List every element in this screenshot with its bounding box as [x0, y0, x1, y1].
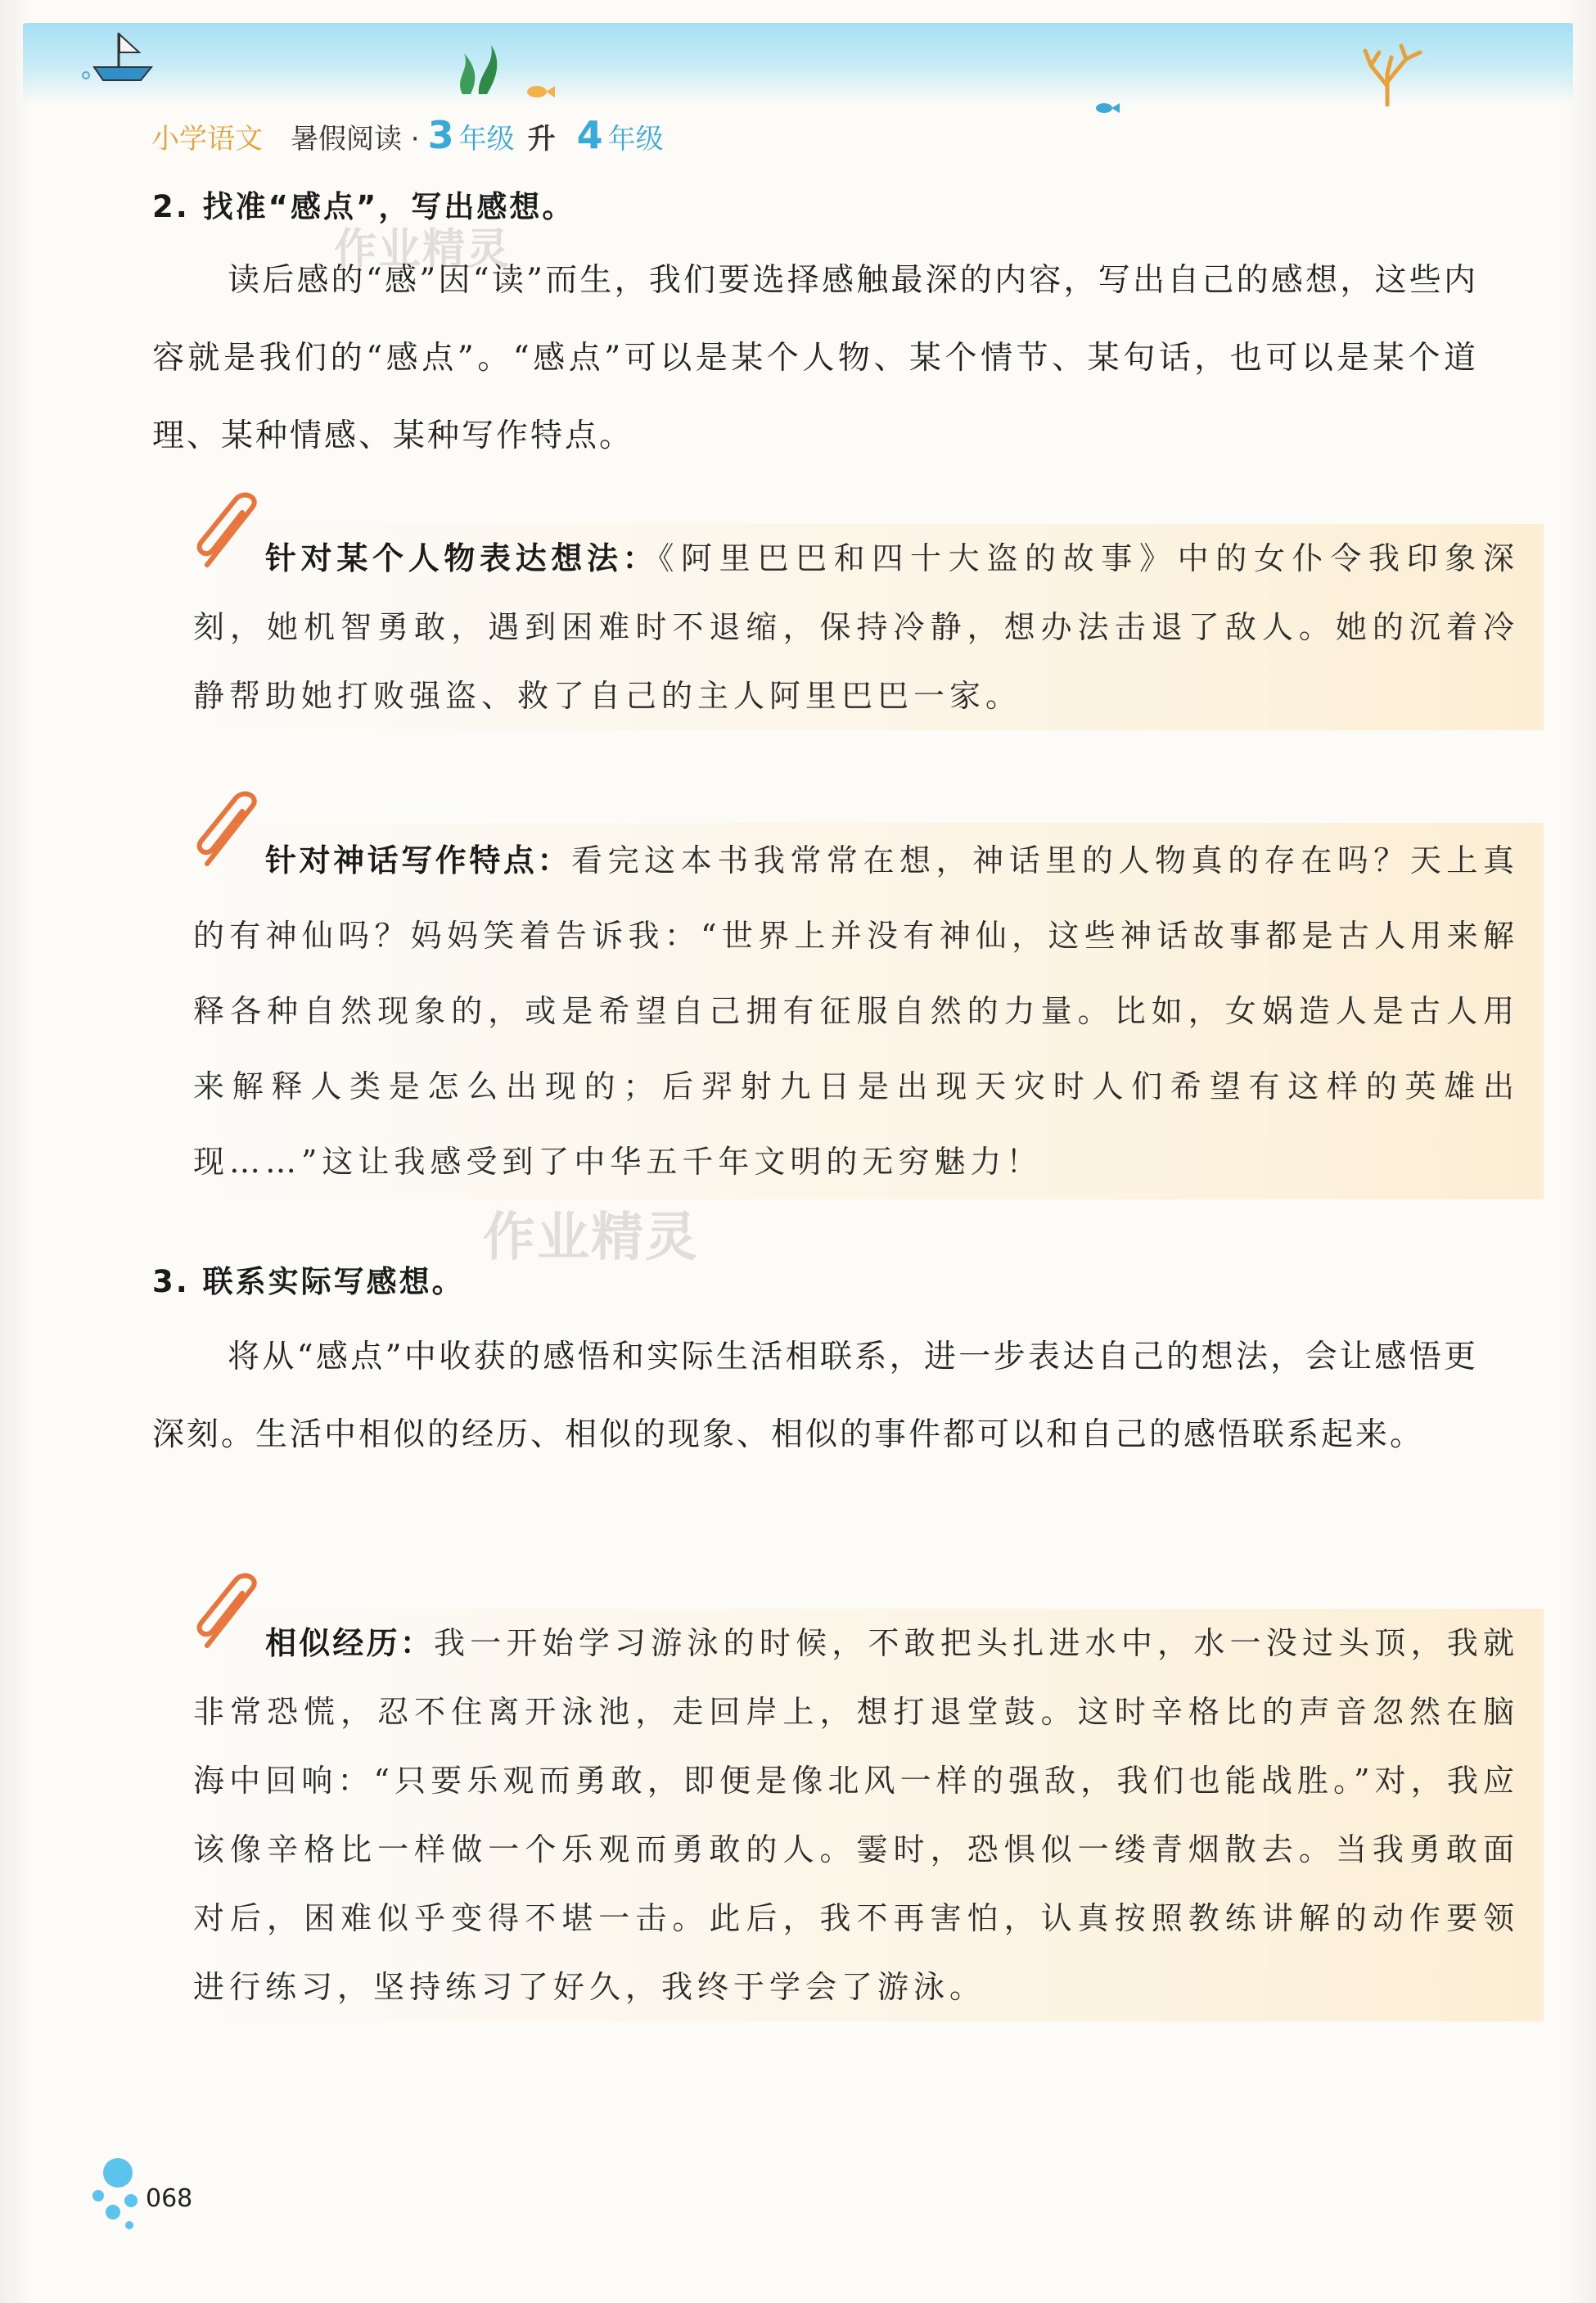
section-3-paragraph: 将从“感点”中收获的感悟和实际生活相联系，进一步表达自己的想法，会让感悟更深刻。生活中相似的经历、相似的现象、相似的事件都可以和自己的感悟联系起来。: [152, 1339, 1478, 1453]
header-grade-from: 3: [427, 113, 454, 157]
running-header: [151, 113, 664, 157]
note-character-text: 《阿里巴巴和四十大盗的故事》中的女仆令我印象深刻，她机智勇敢，遇到困难时不退缩，保持冷静，想办法击退了敌人。她的沉着冷静帮助她打败强盗、救了自己的主人阿里巴巴一家。: [193, 540, 1519, 714]
note-character: [172, 524, 1544, 730]
note-myth: [172, 823, 1544, 1199]
header-grade-to: 4: [576, 113, 603, 157]
seaweed-icon: [446, 33, 512, 98]
note-experience-label: 相似经历：: [265, 1625, 435, 1661]
note-experience: [172, 1609, 1544, 2021]
header-subject: 小学语文: [151, 123, 263, 156]
note-experience-text: 我一开始学习游泳的时候，不敢把头扎进水中，水一没过头顶，我就非常恐慌，忍不住离开泳池，走回岸上，想打退堂鼓。这时辛格比的声音忽然在脑海中回响：“只要乐观而勇敢，即便是像北风一样的强敌，我们也能战胜。”对，我应该像辛格比一样做一个乐观而勇敢的人。霎时，恐惧似一缕青烟散去。当我勇敢面对后，困难似乎变得不堪一击。此后，我不再害怕，认真按照教练讲解的动作要领进行练习，坚持练习了好久，我终于学会了游泳。: [193, 1625, 1519, 2005]
note-myth-body: [193, 823, 1519, 1199]
header-up: 升: [527, 123, 556, 156]
note-character-label: 针对某个人物表达想法：: [265, 540, 659, 576]
watermark: 作业精灵: [483, 1208, 699, 1268]
header-grade-unit: 年级: [458, 123, 515, 156]
boat-icon: [74, 25, 164, 90]
section-3-heading: 3. 联系实际写感想。: [152, 1264, 465, 1299]
fish-icon: [524, 82, 557, 102]
watermark: 作业精灵: [334, 225, 512, 274]
header-series: 暑假阅读 ·: [291, 123, 420, 156]
note-experience-body: [193, 1609, 1519, 2021]
page-number: 068: [146, 2184, 193, 2213]
note-character-body: [193, 524, 1519, 730]
section-2-paragraph: 读后感的“感”因“读”而生，我们要选择感触最深的内容，写出自己的感想，这些内容就是我们的“感点”。“感点”可以是某个人物、某个情节、某句话，也可以是某个道理、某种情感、某种写作特点。: [152, 262, 1478, 454]
note-myth-text: 看完这本书我常常在想，神话里的人物真的存在吗？天上真的有神仙吗？妈妈笑着告诉我：“世界上并没有神仙，这些神话故事都是古人用来解释各种自然现象的，或是希望自己拥有征服自然的力量。比如，女娲造人是古人用来解释人类是怎么出现的；后羿射九日是出现天灾时人们希望有这样的英雄出现……”这让我感受到了中华五千年文明的无穷魅力！: [193, 842, 1519, 1180]
coral-icon: [1342, 41, 1432, 106]
small-fish-icon: [1093, 100, 1122, 116]
note-myth-label: 针对神话写作特点：: [265, 842, 572, 878]
header-banner: [23, 23, 1573, 105]
bubbles-icon: [88, 2153, 146, 2235]
section-2-heading: 2. 找准“感点”，写出感想。: [152, 189, 575, 224]
header-grade-unit-2: 年级: [607, 123, 664, 156]
